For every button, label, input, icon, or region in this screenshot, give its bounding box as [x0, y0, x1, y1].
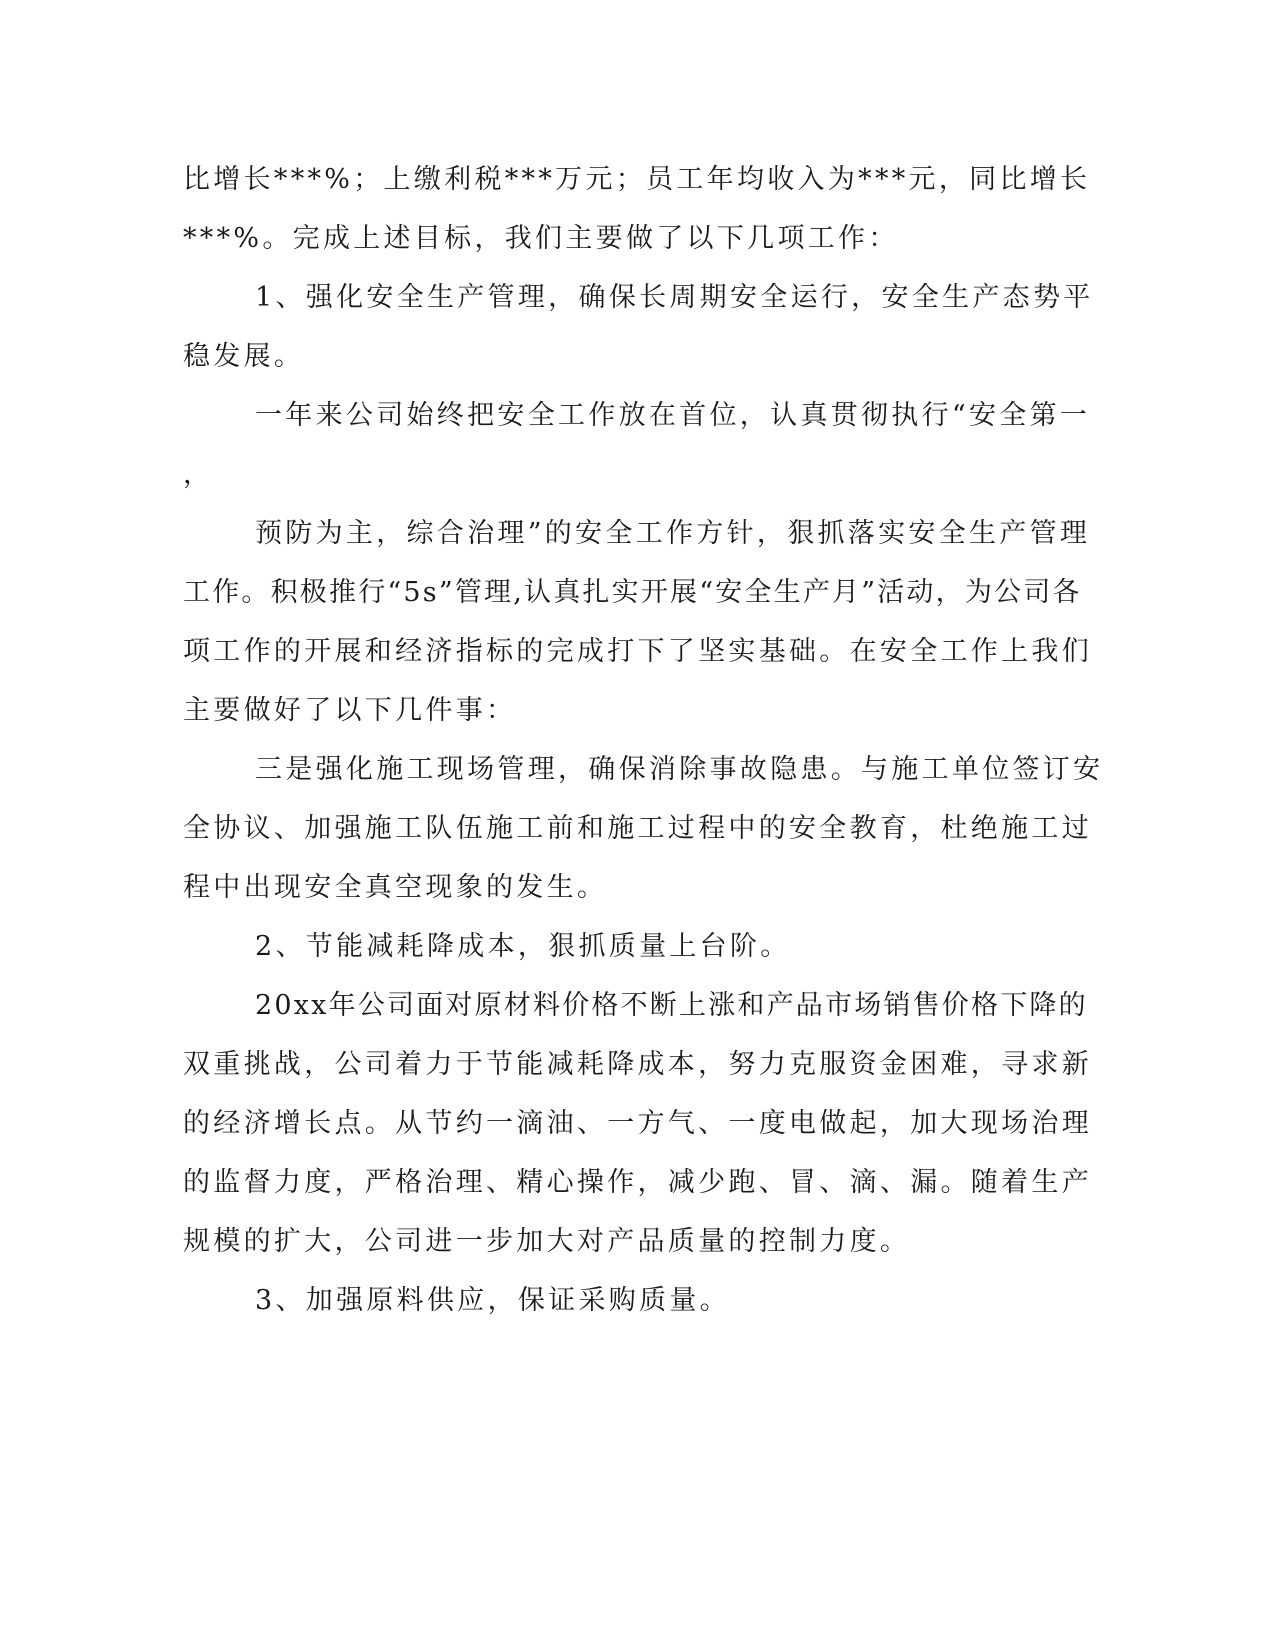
text-line: 稳发展。 [183, 341, 305, 372]
text-line: 的监督力度，严格治理、精心操作，减少跑、冒、滴、漏。随着生产 [183, 1167, 1092, 1198]
list-heading-3: 3、加强原料供应，保证采购质量。 [255, 1285, 730, 1316]
text-line: 全协议、加强施工队伍施工前和施工过程中的安全教育，杜绝施工过 [183, 813, 1092, 844]
text-line: 项工作的开展和经济指标的完成打下了坚实基础。在安全工作上我们 [183, 636, 1092, 667]
text-line: 程中出现安全真空现象的发生。 [183, 872, 608, 903]
text-line: 一年来公司始终把安全工作放在首位，认真贯彻执行“安全第一 [255, 400, 1091, 431]
text-line: ***%。完成上述目标，我们主要做了以下几项工作： [183, 223, 899, 254]
text-line: 20xx年公司面对原材料价格不断上涨和产品市场销售价格下降的 [255, 990, 1088, 1021]
text-line: ， [183, 459, 214, 490]
text-line: 工作。积极推行“5s”管理,认真扎实开展“安全生产月”活动，为公司各 [183, 577, 1082, 608]
list-heading-2: 2、节能减耗降成本，狠抓质量上台阶。 [255, 931, 791, 962]
text-line: 三是强化施工现场管理，确保消除事故隐患。与施工单位签订安 [255, 754, 1104, 785]
text-line: 的经济增长点。从节约一滴油、一方气、一度电做起，加大现场治理 [183, 1108, 1092, 1139]
list-heading-1: 1、强化安全生产管理，确保长周期安全运行，安全生产态势平 [255, 282, 1094, 313]
text-line: 双重挑战，公司着力于节能减耗降成本，努力克服资金困难，寻求新 [183, 1049, 1092, 1080]
text-line: 规模的扩大，公司进一步加大对产品质量的控制力度。 [183, 1226, 911, 1257]
text-line: 比增长***%；上缴利税***万元；员工年均收入为***元，同比增长 [183, 164, 1091, 195]
text-line: 预防为主，综合治理”的安全工作方针，狠抓落实安全生产管理 [255, 518, 1091, 549]
text-line: 主要做好了以下几件事： [183, 695, 517, 726]
